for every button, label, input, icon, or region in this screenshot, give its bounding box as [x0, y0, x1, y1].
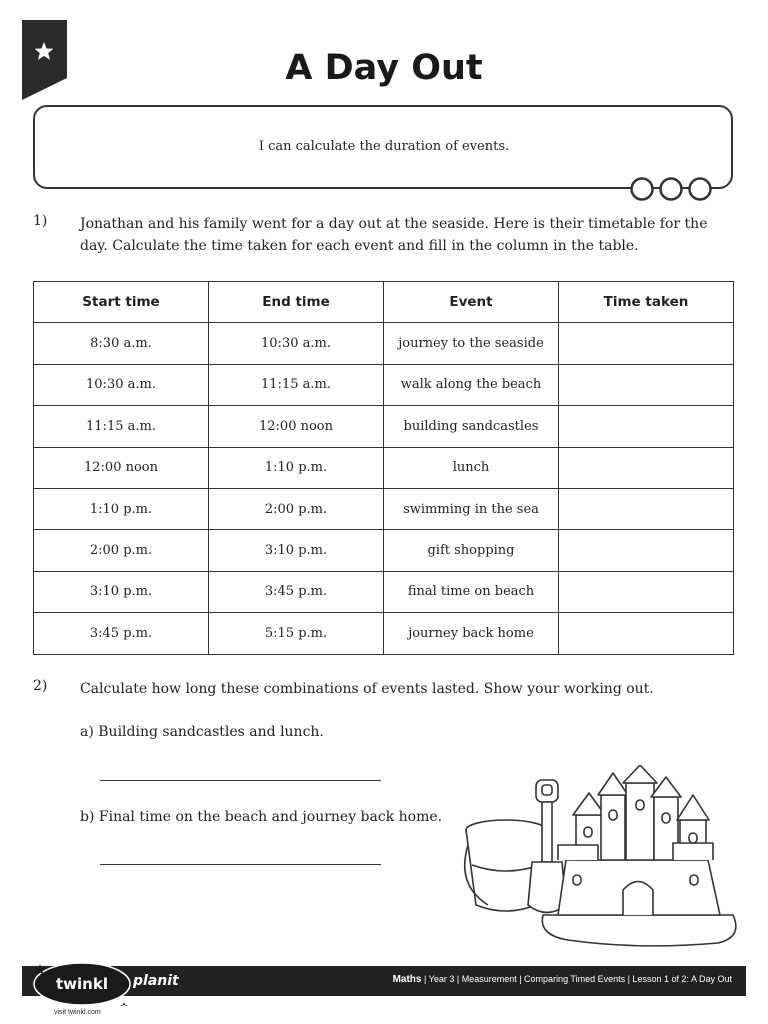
time-taken-cell[interactable] [559, 530, 734, 571]
start-time-cell: 2:00 p.m. [34, 530, 209, 571]
learning-objective-text: I can calculate the duration of events. [258, 139, 510, 154]
footer-breadcrumb-text: | Year 3 | Measurement | Comparing Timed Events | Lesson 1 of 2: A Day Out [421, 974, 732, 984]
time-taken-cell[interactable] [559, 406, 734, 447]
table-header-row [34, 282, 734, 323]
question-2-number: 2) [33, 678, 48, 694]
question-2-text: Calculate how long these combinations of events lasted. Show your working out. [80, 681, 654, 697]
header-end-time: End time [209, 282, 384, 323]
answer-line-a[interactable] [100, 780, 381, 781]
event-cell: walk along the beach [384, 364, 559, 405]
table-row [34, 323, 734, 364]
event-cell: swimming in the sea [384, 488, 559, 529]
table-row [34, 406, 734, 447]
event-cell: building sandcastles [384, 406, 559, 447]
table-row [34, 488, 734, 529]
table-row [34, 571, 734, 612]
sandcastle-bucket-spade-illustration [458, 765, 743, 955]
end-time-cell: 2:00 p.m. [209, 488, 384, 529]
event-cell: final time on beach [384, 571, 559, 612]
footer-subject: Maths [392, 974, 422, 985]
time-taken-cell[interactable] [559, 323, 734, 364]
question-1-text: Jonathan and his family went for a day out at the seaside. Here is their timetable for the day. Calculate the time taken for each event and fill in the column in the table. [80, 216, 708, 254]
decorative-circles-icon [628, 176, 716, 204]
question-1-number: 1) [33, 213, 48, 229]
footer-breadcrumb [393, 974, 732, 985]
visit-twinkl-link[interactable]: visit twinkl.com [54, 1009, 101, 1016]
question-2b-text: b) Final time on the beach and journey back home. [80, 809, 443, 825]
page-title: A Day Out [285, 48, 483, 88]
header-time-taken: Time taken [559, 282, 734, 323]
twinkl-logo[interactable] [22, 948, 192, 1018]
event-cell: journey back home [384, 613, 559, 654]
planit-logo-text: planit [133, 973, 179, 989]
end-time-cell: 5:15 p.m. [209, 613, 384, 654]
table-row [34, 364, 734, 405]
time-taken-cell[interactable] [559, 571, 734, 612]
event-cell: journey to the seaside [384, 323, 559, 364]
start-time-cell: 12:00 noon [34, 447, 209, 488]
timetable [33, 281, 734, 655]
start-time-cell: 1:10 p.m. [34, 488, 209, 529]
end-time-cell: 3:45 p.m. [209, 571, 384, 612]
table-row [34, 613, 734, 654]
start-time-cell: 3:10 p.m. [34, 571, 209, 612]
end-time-cell: 12:00 noon [209, 406, 384, 447]
header-start-time: Start time [34, 282, 209, 323]
start-time-cell: 11:15 a.m. [34, 406, 209, 447]
header-event: Event [384, 282, 559, 323]
end-time-cell: 10:30 a.m. [209, 323, 384, 364]
time-taken-cell[interactable] [559, 488, 734, 529]
start-time-cell: 3:45 p.m. [34, 613, 209, 654]
start-time-cell: 10:30 a.m. [34, 364, 209, 405]
time-taken-cell[interactable] [559, 447, 734, 488]
answer-line-b[interactable] [100, 864, 381, 865]
question-2a-text: a) Building sandcastles and lunch. [80, 724, 324, 740]
event-cell: gift shopping [384, 530, 559, 571]
start-time-cell: 8:30 a.m. [34, 323, 209, 364]
twinkl-logo-text: twinkl [56, 975, 108, 993]
event-cell: lunch [384, 447, 559, 488]
time-taken-cell[interactable] [559, 613, 734, 654]
end-time-cell: 3:10 p.m. [209, 530, 384, 571]
time-taken-cell[interactable] [559, 364, 734, 405]
table-row [34, 530, 734, 571]
table-row [34, 447, 734, 488]
end-time-cell: 1:10 p.m. [209, 447, 384, 488]
end-time-cell: 11:15 a.m. [209, 364, 384, 405]
